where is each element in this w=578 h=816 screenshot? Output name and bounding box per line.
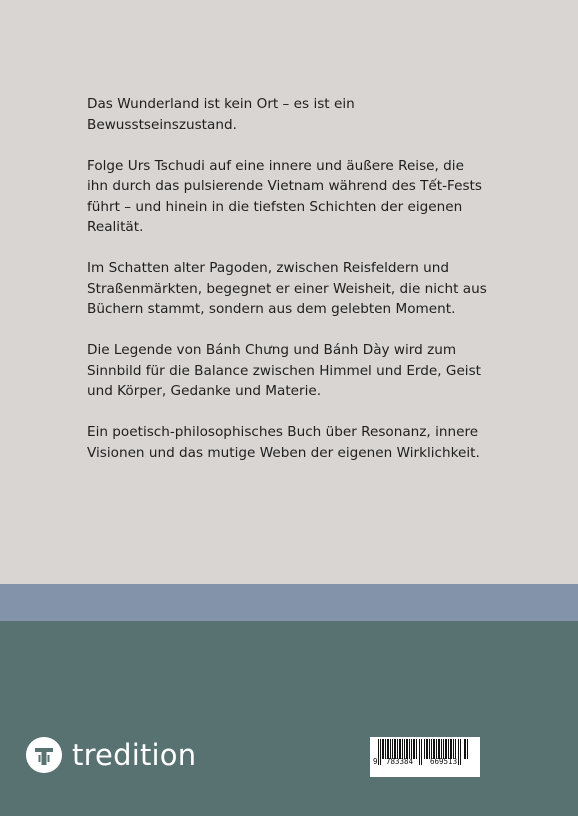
back-cover-blurb xyxy=(87,94,487,484)
cover-bottom-panel xyxy=(0,621,578,816)
publisher-name: tredition xyxy=(72,738,197,772)
blurb-paragraph-3: Im Schatten alter Pagoden, zwischen Reisfeldern und Straßenmärkten, begegnet er einer Weisheit, die nicht aus Büchern stammt, sondern aus dem gelebten Moment. xyxy=(87,260,487,317)
barcode-left-group: 783384 xyxy=(386,757,414,766)
publisher-logo xyxy=(26,737,196,773)
blurb-paragraph-1: Das Wunderland ist kein Ort – es ist ein Bewusstseinszustand. xyxy=(87,96,355,133)
cover-accent-band xyxy=(0,584,578,621)
barcode-right-group: 669513 xyxy=(430,757,458,766)
barcode-first-digit: 9 xyxy=(373,757,378,766)
isbn-barcode xyxy=(370,737,480,777)
blurb-paragraph-2: Folge Urs Tschudi auf eine innere und äußere Reise, die ihn durch das pulsierende Vietnam während des Tết-Fests führt – und hinein in die tiefsten Schichten der eigenen Realität. xyxy=(87,157,482,235)
blurb-paragraph-5: Ein poetisch-philosophisches Buch über Resonanz, innere Visionen und das mutige Weben der eigenen Wirklichkeit. xyxy=(87,424,480,461)
tredition-logo-icon xyxy=(26,737,62,773)
blurb-paragraph-4: Die Legende von Bánh Chưng und Bánh Dày wird zum Sinnbild für die Balance zwischen Himmel und Erde, Geist und Körper, Gedanke und Materie. xyxy=(87,342,481,399)
